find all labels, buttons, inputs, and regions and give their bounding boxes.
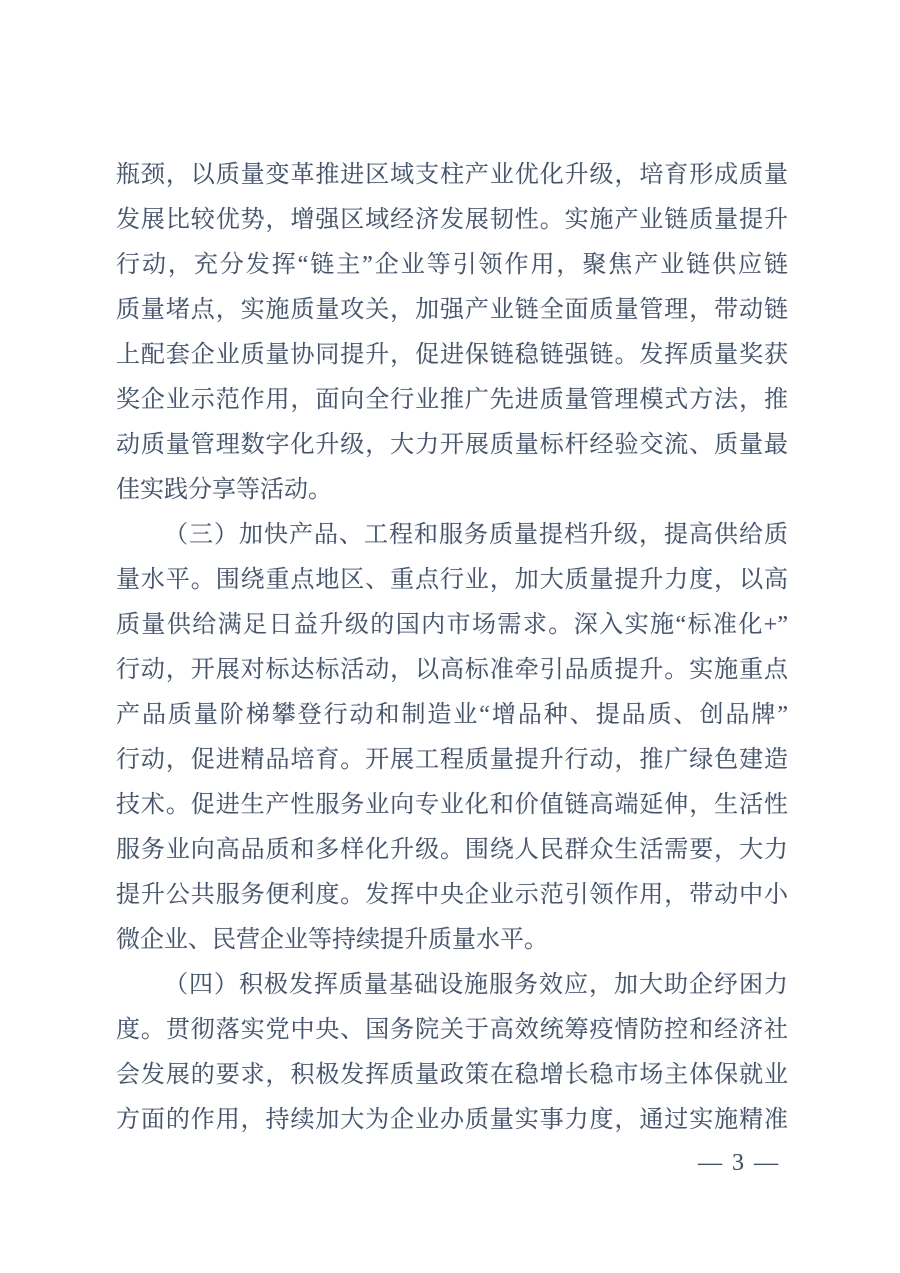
- text-line: 方面的作用，持续加大为企业办质量实事力度，通过实施精准: [116, 1107, 788, 1133]
- text-line: （三）加快产品、工程和服务质量提档升级，提高供给质: [164, 522, 788, 548]
- text-line: 佳实践分享等活动。: [116, 477, 332, 503]
- text-line: 行动，促进精品培育。开展工程质量提升行动，推广绿色建造: [116, 747, 788, 773]
- text-line: 技术。促进生产性服务业向专业化和价值链高端延伸，生活性: [116, 792, 788, 818]
- text-line: 动质量管理数字化升级，大力开展质量标杆经验交流、质量最: [116, 432, 788, 458]
- text-line: 微企业、民营企业等持续提升质量水平。: [116, 927, 548, 953]
- text-line: 会发展的要求，积极发挥质量政策在稳增长稳市场主体保就业: [116, 1062, 788, 1088]
- text-line: 量水平。围绕重点地区、重点行业，加大质量提升力度，以高: [116, 567, 788, 593]
- paragraph-section-four: [116, 963, 788, 1143]
- text-line: 行动，充分发挥“链主”企业等引领作用，聚焦产业链供应链: [116, 252, 788, 278]
- text-line: 产品质量阶梯攀登行动和制造业“增品种、提品质、创品牌”: [116, 702, 788, 728]
- paragraph-continuation: [116, 153, 788, 513]
- page-number: — 3 —: [698, 1150, 780, 1176]
- text-line: 奖企业示范作用，面向全行业推广先进质量管理模式方法，推: [116, 387, 788, 413]
- text-line: 发展比较优势，增强区域经济发展韧性。实施产业链质量提升: [116, 207, 788, 233]
- document-body: [116, 153, 788, 1143]
- text-line: （四）积极发挥质量基础设施服务效应，加大助企纾困力: [164, 972, 788, 998]
- text-line: 上配套企业质量协同提升，促进保链稳链强链。发挥质量奖获: [116, 342, 788, 368]
- text-line: 质量供给满足日益升级的国内市场需求。深入实施“标准化+”: [116, 612, 788, 638]
- text-line: 瓶颈，以质量变革推进区域支柱产业优化升级，培育形成质量: [116, 162, 788, 188]
- text-line: 提升公共服务便利度。发挥中央企业示范引领作用，带动中小: [116, 882, 788, 908]
- text-line: 行动，开展对标达标活动，以高标准牵引品质提升。实施重点: [116, 657, 788, 683]
- paragraph-section-three: [116, 513, 788, 963]
- text-line: 度。贯彻落实党中央、国务院关于高效统筹疫情防控和经济社: [116, 1017, 788, 1043]
- text-line: 服务业向高品质和多样化升级。围绕人民群众生活需要，大力: [116, 837, 788, 863]
- text-line: 质量堵点，实施质量攻关，加强产业链全面质量管理，带动链: [116, 297, 788, 323]
